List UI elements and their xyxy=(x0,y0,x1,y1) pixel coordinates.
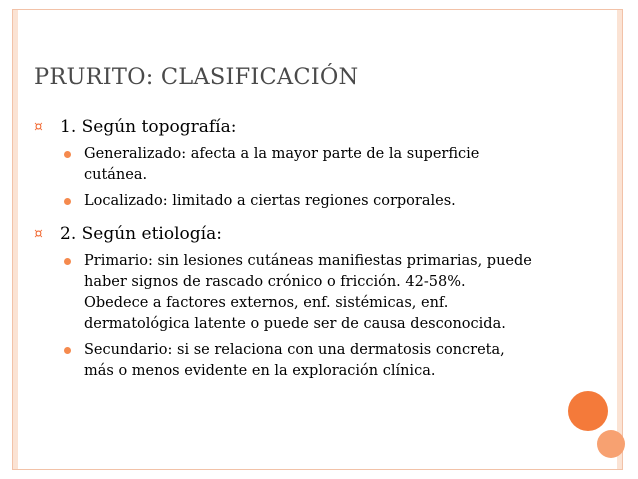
decorative-circle-small xyxy=(597,430,625,458)
section-heading-topografia xyxy=(34,116,534,138)
decorative-circle-large xyxy=(568,391,608,431)
section-heading-text: 1. Según topografía: xyxy=(60,117,237,137)
dot-bullet-icon xyxy=(64,151,71,158)
list-item-secundario xyxy=(34,340,534,382)
orange-bullet-icon: ¤ xyxy=(34,226,43,242)
list-item-primario xyxy=(34,251,534,335)
dot-bullet-icon xyxy=(64,258,71,265)
list-item-localizado xyxy=(34,191,534,212)
section-heading-etiologia xyxy=(34,223,534,245)
list-item-generalizado xyxy=(34,144,534,186)
list-item-text: Secundario: si se relaciona con una dermatosis concreta, más o menos evidente en la exploración clínica. xyxy=(84,342,505,379)
dot-bullet-icon xyxy=(64,198,71,205)
list-item-text: Generalizado: afecta a la mayor parte de la superficie cutánea. xyxy=(84,146,480,183)
orange-bullet-icon: ¤ xyxy=(34,119,43,135)
dot-bullet-icon xyxy=(64,347,71,354)
list-item-text: Primario: sin lesiones cutáneas manifiestas primarias, puede haber signos de rascado crónico o fricción. 42-58%. Obedece a factores externos, enf. sistémicas, enf. dermatológica latente o puede ser de causa desconocida. xyxy=(84,253,532,332)
section-heading-text: 2. Según etiología: xyxy=(60,224,222,244)
slide-title: PRURITO: CLASIFICACIÓN xyxy=(34,64,359,90)
slide-body xyxy=(34,116,534,387)
list-item-text: Localizado: limitado a ciertas regiones corporales. xyxy=(84,193,456,209)
